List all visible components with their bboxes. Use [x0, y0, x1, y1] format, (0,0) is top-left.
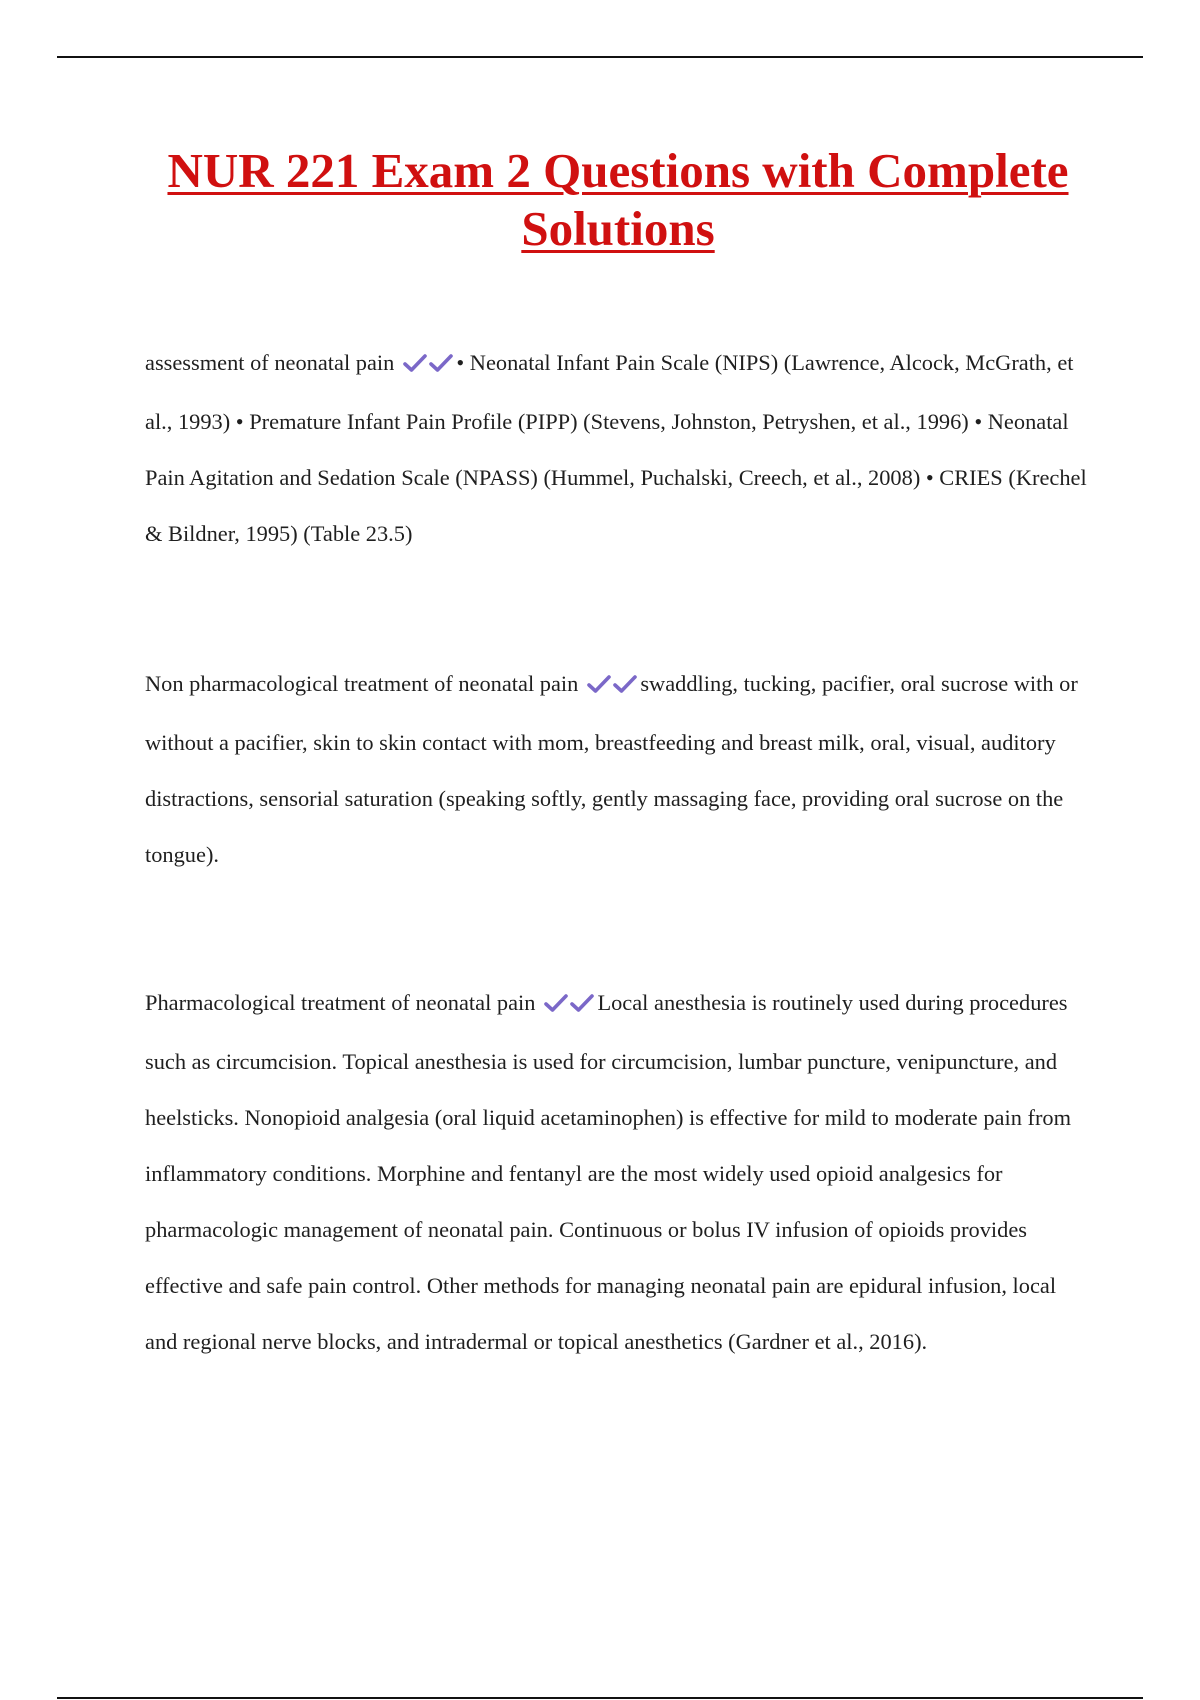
header-rule	[57, 56, 1143, 58]
double-check-icon	[402, 338, 454, 394]
answer-text: Local anesthesia is routinely used during procedures such as circumcision. Topical anesthesia is used for circumcision, lumbar puncture, venipuncture, and heelsticks. Nonopioid analgesia (oral liquid acetaminophen) is effective for mild to moderate pain from inflammatory conditions. Morphine and fentanyl are the most widely used opioid analgesics for pharmacologic management of neonatal pain. Continuous or bolus IV infusion of opioids provides effective and safe pain control. Other methods for managing neonatal pain are epidural infusion, local and regional nerve blocks, and intradermal or topical anesthetics (Gardner et al., 2016).	[145, 990, 1072, 1354]
question-text: assessment of neonatal pain	[145, 350, 395, 375]
answer-text: • Neonatal Infant Pain Scale (NIPS) (Lawrence, Alcock, McGrath, et al., 1993) • Premature Infant Pain Profile (PIPP) (Stevens, Johnston, Petryshen, et al., 1996) • Neonatal Pain Agitation and Sedation Scale (NPASS) (Hummel, Puchalski, Creech, et al., 2008) • CRIES (Krechel & Bildner, 1995) (Table 23.5)	[145, 350, 1087, 546]
double-check-icon	[586, 659, 638, 715]
qa-entry	[145, 335, 1090, 562]
double-check-icon	[543, 978, 595, 1034]
question-text: Non pharmacological treatment of neonatal pain	[145, 671, 579, 696]
qa-entry	[145, 975, 1090, 1370]
footer-rule	[57, 1697, 1143, 1699]
document-title: NUR 221 Exam 2 Questions with Complete Solutions	[167, 143, 1069, 256]
answer-text: swaddling, tucking, pacifier, oral sucrose with or without a pacifier, skin to skin contact with mom, breastfeeding and breast milk, oral, visual, auditory distractions, sensorial saturation (speaking softly, gently massaging face, providing oral sucrose on the tongue).	[145, 671, 1078, 867]
question-text: Pharmacological treatment of neonatal pain	[145, 990, 536, 1015]
qa-entry	[145, 656, 1090, 883]
